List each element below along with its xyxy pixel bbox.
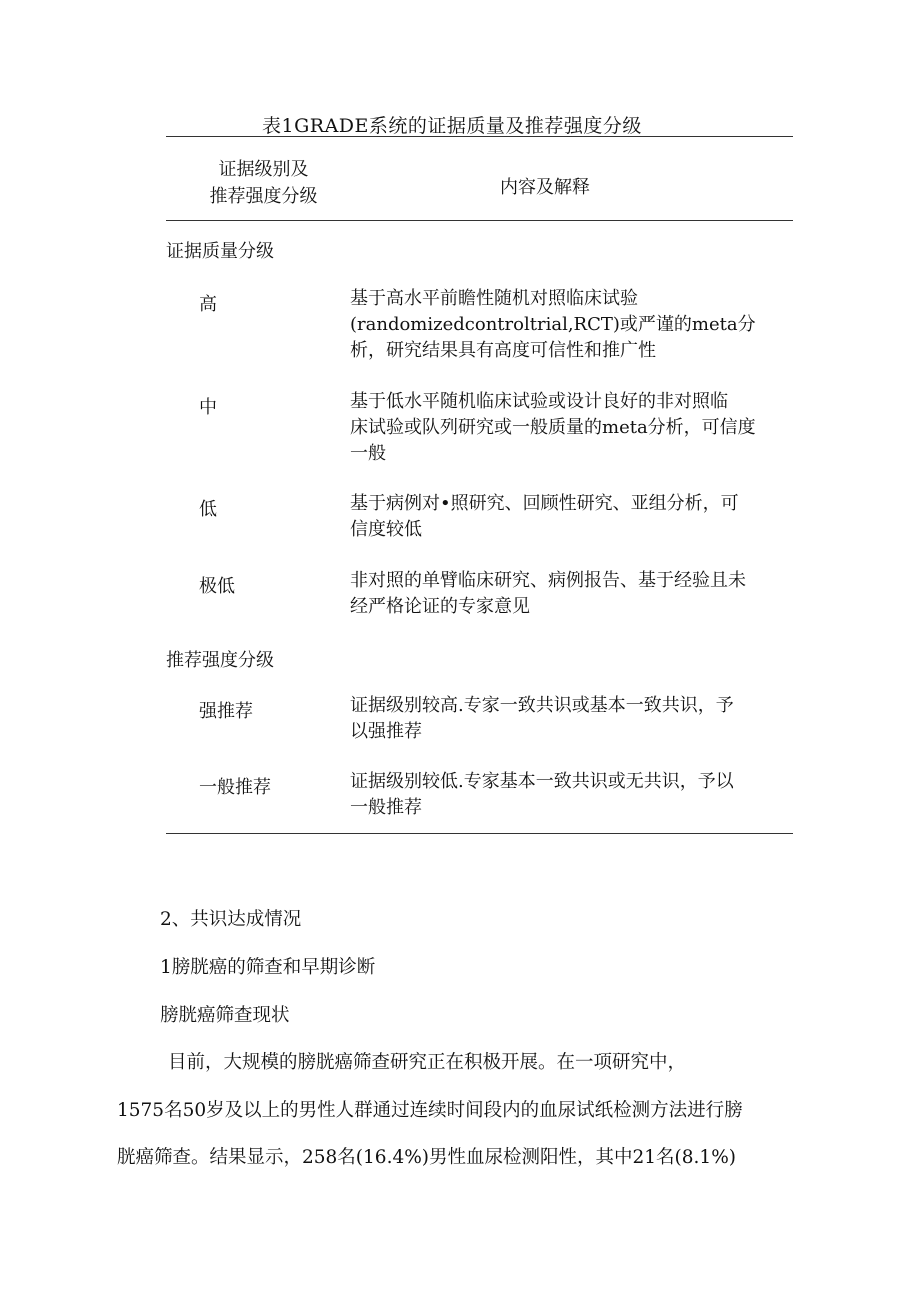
grade-general-recommendation: 一般推荐: [199, 777, 271, 798]
header-col1-line1: 证据级别及: [218, 159, 309, 180]
description-line: 一般: [350, 443, 386, 464]
grade-low: 低: [199, 499, 217, 520]
description-low: [350, 491, 795, 543]
table-title: 表1GRADE系统的证据质量及推荐强度分级: [262, 115, 642, 137]
description-strong-recommendation: [350, 693, 795, 745]
table-header-content-column: 内容及解释: [500, 177, 590, 198]
description-line: 证据级别较高.专家一致共识或基本一致共识，予: [350, 695, 734, 716]
paragraph-line-1: 目前，大规模的膀胱癌筛查研究正在积极开展。在一项研究中，: [168, 1052, 687, 1073]
description-line: 证据级别较低.专家基本一致共识或无共识，予以: [350, 771, 734, 792]
description-line: 析，研究结果具有高度可信性和推广性: [350, 340, 656, 361]
paragraph-line-3: 胱癌筛查。结果显示，258名(16.4%)男性血尿检测阳性，其中21名(8.1%): [117, 1147, 736, 1168]
description-very-low: [350, 568, 795, 620]
grade-high: 高: [199, 294, 217, 315]
description-line: 以强推荐: [350, 721, 422, 742]
description-line: 非对照的单臂临床研究、病例报告、基于经验且未: [350, 570, 746, 591]
table-top-rule: [166, 136, 793, 137]
grade-medium: 中: [199, 397, 217, 418]
description-line: (randomizedcontroltrial,RCT)或严谨的meta分: [350, 314, 756, 335]
description-line: 信度较低: [350, 519, 422, 540]
description-line: 一般推荐: [350, 797, 422, 818]
table-header-rule: [166, 220, 793, 221]
section-heading-evidence-quality: 证据质量分级: [166, 241, 274, 262]
table-bottom-rule: [166, 833, 793, 834]
table-header-grade-column: [196, 156, 331, 210]
description-line: 基于高水平前瞻性随机对照临床试验: [350, 288, 638, 309]
description-general-recommendation: [350, 769, 795, 821]
grade-very-low: 极低: [199, 576, 235, 597]
description-medium: [350, 389, 795, 467]
paragraph-line-2: 1575名50岁及以上的男性人群通过连续时间段内的血尿试纸检测方法进行膀: [117, 1100, 743, 1121]
section-heading-recommendation-strength: 推荐强度分级: [166, 650, 274, 671]
description-high: [350, 286, 795, 364]
description-line: 床试验或队列研究或一般质量的meta分析，可信度: [350, 417, 756, 438]
description-line: 基于病例对•照研究、回顾性研究、亚组分析，可: [350, 493, 739, 514]
grade-strong-recommendation: 强推荐: [199, 701, 253, 722]
heading-consensus: 2、共识达成情况: [160, 909, 302, 930]
heading-screening-status: 膀胱癌筛查现状: [160, 1005, 290, 1026]
heading-screening-diagnosis: 1膀胱癌的筛查和早期诊断: [160, 957, 376, 978]
description-line: 经严格论证的专家意见: [350, 596, 530, 617]
description-line: 基于低水平随机临床试验或设计良好的非对照临: [350, 391, 728, 412]
header-col1-line2: 推荐强度分级: [209, 186, 318, 207]
